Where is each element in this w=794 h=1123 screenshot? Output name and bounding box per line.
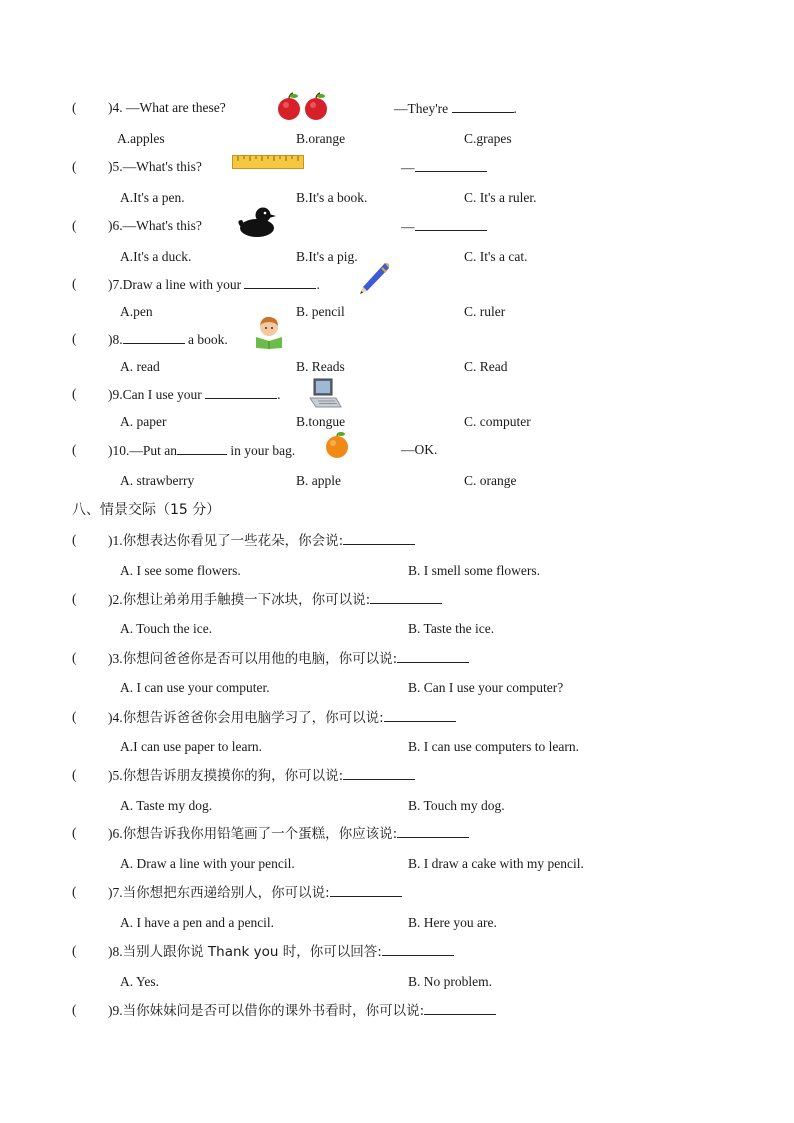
option-a: A. strawberry [120,473,195,488]
option-b: B. Can I use your computer? [408,680,564,695]
answer-blank [424,1003,496,1015]
option-c: C. computer [464,414,531,429]
answer-paren: ( [72,1002,77,1017]
answer-blank [205,387,277,399]
option-b: B.It's a pig. [296,249,358,264]
duck-icon [236,204,276,238]
option-b: B. Taste the ice. [408,621,495,636]
answer-paren: ( [72,218,77,233]
scenario-question: )6.你想告诉我你用铅笔画了一个蛋糕，你应该说: [108,826,469,842]
scenario-question: )8.当别人跟你说 Thank you 时，你可以回答: [108,944,454,960]
answer-paren: ( [72,100,77,115]
answer-blank [415,219,487,231]
scenario-question: )5.你想告诉朋友摸摸你的狗，你可以说: [108,768,415,784]
answer-4-reply: —They're . [394,101,517,116]
option-b: B. Touch my dog. [408,798,505,813]
option-b: B. I smell some flowers. [408,563,540,578]
option-a: A. I have a pen and a pencil. [120,915,275,930]
option-c: C.grapes [464,131,512,146]
option-c: C. orange [464,473,517,488]
option-b: B. I draw a cake with my pencil. [408,856,584,871]
question-10: )10.—Put an in your bag. [108,443,296,458]
answer-blank [397,826,469,838]
answer-blank [244,277,316,289]
option-c: C. It's a ruler. [464,190,537,205]
option-b: B.It's a book. [296,190,368,205]
answer-paren: ( [72,331,77,346]
option-a: A. Yes. [120,974,160,989]
option-c: C. ruler [464,304,506,319]
scenario-question: )1.你想表达你看见了一些花朵，你会说: [108,533,415,549]
answer-6-reply: — [401,219,487,234]
question-9: )9.Can I use your . [108,387,281,402]
option-b: B. Reads [296,359,345,374]
option-a: A. Taste my dog. [120,798,213,813]
answer-blank [177,443,227,455]
answer-paren: ( [72,650,77,665]
answer-paren: ( [72,709,77,724]
option-b: B. Here you are. [408,915,497,930]
question-6: )6.—What's this? [108,218,202,233]
answer-paren: ( [72,276,77,291]
pen-icon [358,262,392,296]
answer-10-reply: —OK. [401,442,438,457]
question-5: )5.—What's this? [108,159,202,174]
option-b: B.orange [296,131,346,146]
answer-paren: ( [72,442,77,457]
option-b: B. pencil [296,304,345,319]
ruler-icon [232,155,304,169]
option-a: A.apples [117,131,165,146]
scenario-question: )7.当你想把东西递给别人，你可以说: [108,885,402,901]
option-b: B. apple [296,473,341,488]
answer-blank [384,710,456,722]
option-a: A.I can use paper to learn. [120,739,263,754]
option-a: A.It's a duck. [120,249,192,264]
answer-blank [343,533,415,545]
answer-blank [370,592,442,604]
question-8: )8. a book. [108,332,228,347]
answer-paren: ( [72,591,77,606]
scenario-question: )2.你想让弟弟用手触摸一下冰块，你可以说: [108,592,442,608]
answer-blank [415,160,487,172]
laptop-icon [308,376,342,410]
answer-blank [123,332,185,344]
scenario-question: )4.你想告诉爸爸你会用电脑学习了，你可以说: [108,710,456,726]
option-a: A.pen [120,304,153,319]
answer-blank [452,101,514,113]
answer-paren: ( [72,159,77,174]
option-a: A. Draw a line with your pencil. [120,856,295,871]
orange-icon [323,430,351,460]
scenario-question: )9.当你妹妹问是否可以借你的课外书看时，你可以说: [108,1003,496,1019]
question-4: )4. —What are these? [108,100,226,115]
answer-paren: ( [72,884,77,899]
option-b: B. No problem. [408,974,492,989]
answer-paren: ( [72,532,77,547]
question-7: )7.Draw a line with your . [108,277,320,292]
apples-icon [276,92,330,122]
section-title: 八、情景交际（15 分） [72,502,221,518]
answer-paren: ( [72,943,77,958]
option-a: A. I can use your computer. [120,680,270,695]
answer-5-reply: — [401,160,487,175]
option-a: A. Touch the ice. [120,621,213,636]
option-a: A. paper [120,414,167,429]
scenario-question: )3.你想问爸爸你是否可以用他的电脑，你可以说: [108,651,469,667]
option-a: A.It's a pen. [120,190,185,205]
answer-blank [343,768,415,780]
option-b: B. I can use computers to learn. [408,739,579,754]
answer-blank [382,944,454,956]
option-a: A. I see some flowers. [120,563,241,578]
option-a: A. read [120,359,160,374]
option-c: C. It's a cat. [464,249,528,264]
answer-blank [397,651,469,663]
answer-paren: ( [72,825,77,840]
option-b: B.tongue [296,414,346,429]
option-c: C. Read [464,359,508,374]
answer-paren: ( [72,386,77,401]
answer-blank [330,885,402,897]
answer-paren: ( [72,767,77,782]
boy-reading-icon [252,315,286,349]
